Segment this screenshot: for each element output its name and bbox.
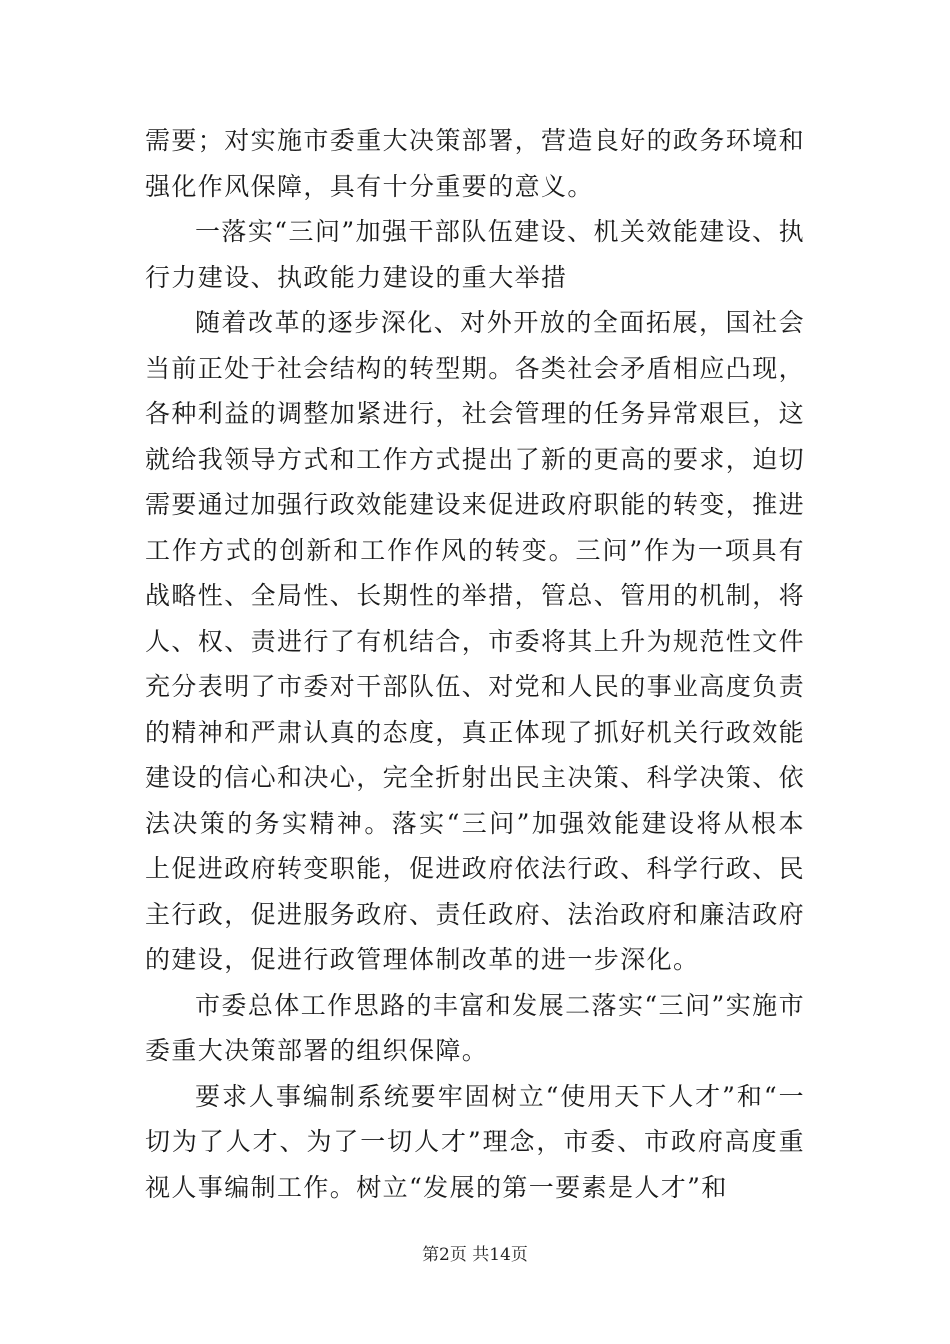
document-body [145,118,805,1210]
paragraph: 需要；对实施市委重大决策部署，营造良好的政务环境和强化作风保障，具有十分重要的意义。 [145,126,806,201]
page-number-footer: 第2页 共14页 [422,1245,528,1265]
paragraph-heading-one: 一落实“三问”加强干部队伍建设、机关效能建设、执行力建设、执政能力建设的重大举措 [145,217,805,292]
paragraph-heading-two: 市委总体工作思路的丰富和发展二落实“三问”实施市委重大决策部署的组织保障。 [145,990,805,1065]
paragraph: 随着改革的逐步深化、对外开放的全面拓展，国社会当前正处于社会结构的转型期。各类社会矛盾相应凸现，各种利益的调整加紧进行，社会管理的任务异常艰巨，这就给我领导方式和工作方式提出了新的更高的要求，迫切需要通过加强行政效能建设来促进政府职能的转变，推进工作方式的创新和工作作风的转变。三问”作为一项具有战略性、全局性、长期性的举措，管总、管用的机制，将人、权、责进行了有机结合，市委将其上升为规范性文件充分表明了市委对干部队伍、对党和人民的事业高度负责的精神和严肃认真的态度，真正体现了抓好机关行政效能建设的信心和决心，完全折射出民主决策、科学决策、依法决策的务实精神。落实“三问”加强效能建设将从根本上促进政府转变职能，促进政府依法行政、科学行政、民主行政，促进服务政府、责任政府、法治政府和廉洁政府的建设，促进行政管理体制改革的进一步深化。 [145,308,806,974]
paragraph: 要求人事编制系统要牢固树立“使用天下人才”和“一切为了人才、为了一切人才”理念，市委、市政府高度重视人事编制工作。树立“发展的第一要素是人才”和 [145,1081,805,1202]
